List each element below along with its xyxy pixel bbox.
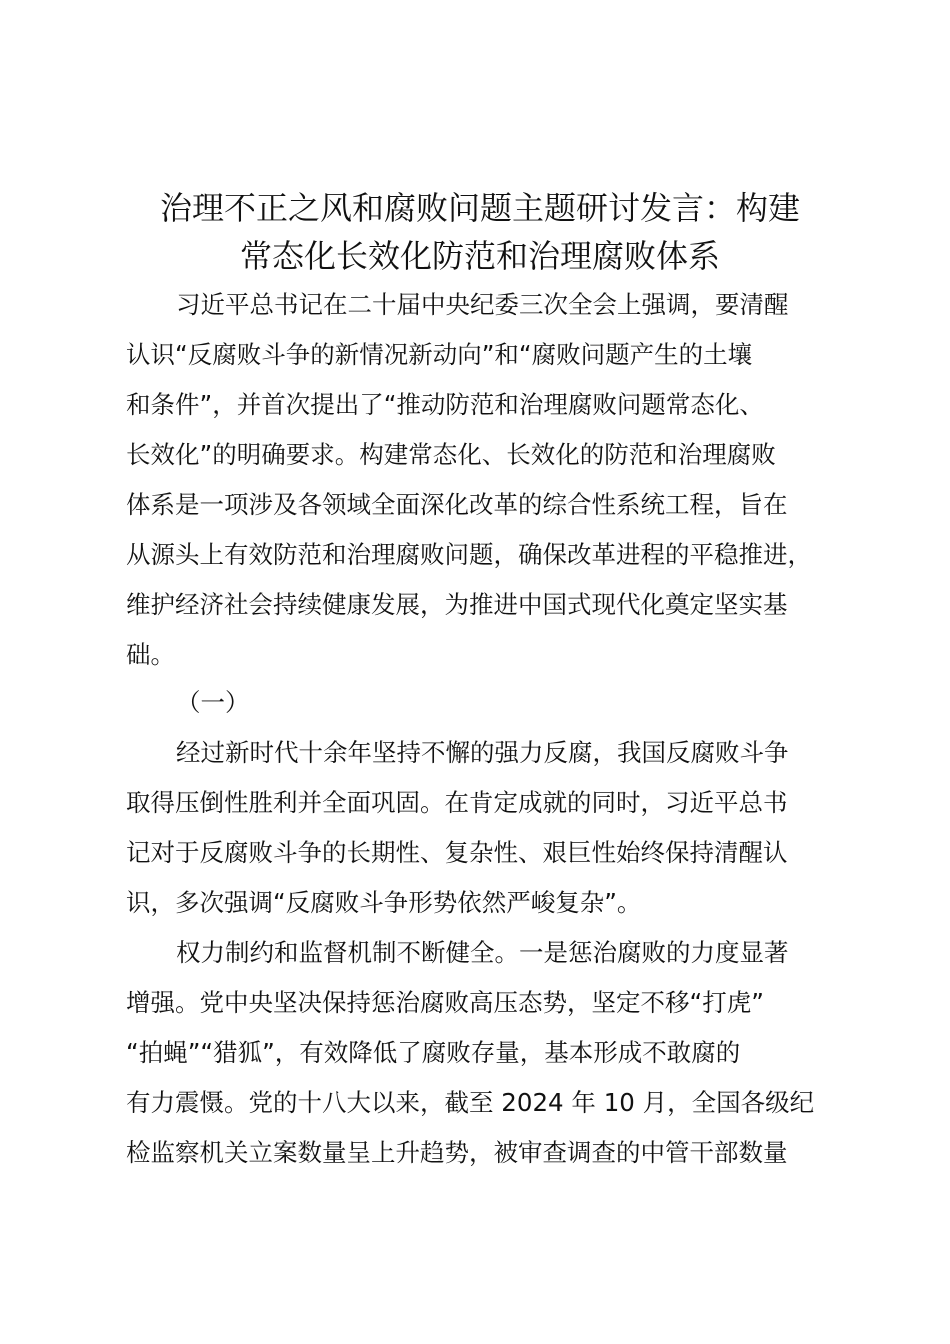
paragraph-line: 经过新时代十余年坚持不懈的强力反腐，我国反腐败斗争	[176, 738, 789, 767]
body-paragraph	[126, 728, 834, 928]
paragraph-line: 增强。党中央坚决保持惩治腐败高压态势，坚定不移“打虎”	[126, 988, 764, 1017]
section-heading	[126, 678, 834, 728]
paragraph-line: 础。	[126, 640, 175, 669]
body-paragraph	[126, 928, 834, 1178]
paragraph-line: 维护经济社会持续健康发展，为推进中国式现代化奠定坚实基	[126, 590, 788, 619]
paragraph-line: 有力震慑。党的十八大以来，截至 2024 年 10 月，全国各级纪	[126, 1088, 815, 1117]
paragraph-line: 识，多次强调“反腐败斗争形势依然严峻复杂”。	[126, 888, 642, 917]
paragraph-line: 取得压倒性胜利并全面巩固。在肯定成就的同时，习近平总书	[126, 788, 788, 817]
paragraph-line: 检监察机关立案数量呈上升趋势，被审查调查的中管干部数量	[126, 1138, 788, 1167]
document-title	[110, 184, 850, 280]
paragraph-line: “拍蝇”“猎狐”，有效降低了腐败存量，基本形成不敢腐的	[126, 1038, 741, 1067]
paragraph-line: 习近平总书记在二十届中央纪委三次全会上强调，要清醒	[176, 290, 789, 319]
title-line: 治理不正之风和腐败问题主题研讨发言：构建	[159, 189, 800, 227]
paragraph-line: 记对于反腐败斗争的长期性、复杂性、艰巨性始终保持清醒认	[126, 838, 788, 867]
paragraph-line: 体系是一项涉及各领域全面深化改革的综合性系统工程，旨在	[126, 490, 788, 519]
section-number: （一）	[176, 688, 250, 717]
paragraph-line: 和条件”，并首次提出了“推动防范和治理腐败问题常态化、	[126, 390, 764, 419]
paragraph-line: 从源头上有效防范和治理腐败问题，确保改革进程的平稳推进，	[126, 540, 812, 569]
paragraph-line: 认识“反腐败斗争的新情况新动向”和“腐败问题产生的土壤	[126, 340, 753, 369]
paragraph-line: 权力制约和监督机制不断健全。一是惩治腐败的力度显著	[176, 938, 789, 967]
title-line: 常态化长效化防范和治理腐败体系	[239, 237, 720, 275]
paragraph-line: 长效化”的明确要求。构建常态化、长效化的防范和治理腐败	[126, 440, 776, 469]
body-paragraph	[126, 280, 834, 680]
